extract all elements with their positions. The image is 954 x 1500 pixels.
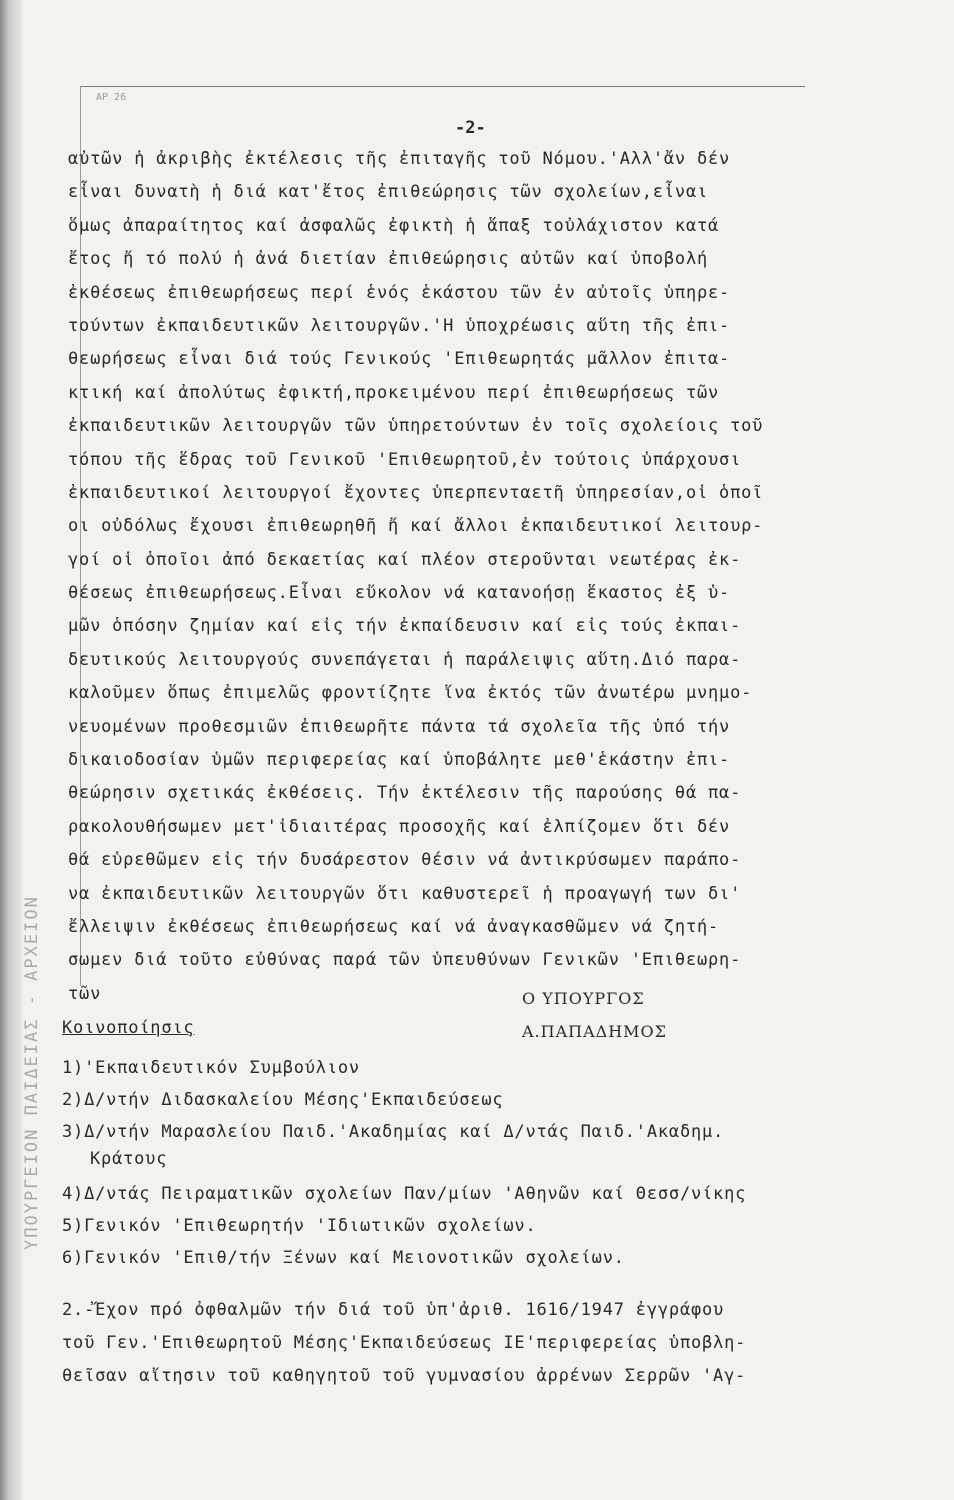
distribution-item [62, 1242, 902, 1274]
body-line: ἐκθέσεως ἐπιθεωρήσεως περί ἑνός ἑκάστου τῶν ἐν αὐτοῖς ὑπηρε- [68, 282, 731, 303]
body-line: να ἐκπαιδευτικῶν λειτουργῶν ὅτι καθυστερεῖ ἡ προαγωγή των δι' [68, 883, 742, 904]
body-line: ὅμως ἀπαραίτητος καί ἀσφαλῶς ἐφικτὴ ἡ ἅπαξ τοὐλάχιστον κατά [68, 215, 720, 236]
body-line: ρακολουθήσωμεν μετ'ἰδιαιτέρας προσοχῆς καί ἐλπίζομεν ὅτι δέν [68, 816, 731, 837]
body-line: γοί οἱ ὁποῖοι ἀπό δεκαετίας καί πλέον στεροῦνται νεωτέρας ἐκ- [68, 549, 742, 570]
page-number: -2- [455, 118, 486, 138]
distribution-item [62, 1052, 902, 1084]
distribution-item-text: 5)Γενικόν 'Επιθεωρητήν 'Ιδιωτικῶν σχολείων. [62, 1216, 537, 1236]
scan-edge [0, 0, 22, 1500]
distribution-item [62, 1210, 902, 1242]
body-line: εἶναι δυνατὴ ἡ διά κατ'ἔτος ἐπιθεώρησις τῶν σχολείων,εἶναι [68, 182, 709, 203]
body-line: ἐκπαιδευτικοί λειτουργοί ἔχοντες ὑπερπενταετῆ ὑπηρεσίαν,οἱ ὁποῖ [68, 482, 764, 503]
signature-name: Α.ΠΑΠΑΔΗΜΟΣ [522, 1022, 667, 1041]
body-line: τούντων ἐκπαιδευτικῶν λειτουργῶν.'Η ὑποχρέωσις αὕτη τῆς ἐπι- [68, 315, 731, 336]
body-line: οι οὐδόλως ἔχουσι ἐπιθεωρηθῆ ἤ καί ἄλλοι ἐκπαιδευτικοί λειτουρ- [68, 516, 764, 537]
body-line: θεωρήσεως εἶναι διά τούς Γενικούς 'Επιθεωρητάς μᾶλλον ἐπιτα- [68, 349, 731, 370]
letter-body [68, 143, 888, 1011]
distribution-item-text: 3)Δ/ντήν Μαρασλείου Παιδ.'Ακαδημίας καί Δ/ντάς Παιδ.'Ακαδημ. [62, 1122, 725, 1142]
signature-title: Ο ΥΠΟΥΡΓΟΣ [522, 989, 645, 1008]
archive-stamp: ΑΡ 26 [96, 92, 127, 103]
body-line: νευομένων προθεσμιῶν ἐπιθεωρῆτε πάντα τά σχολεῖα τῆς ὑπό τήν [68, 716, 731, 737]
body-line: θεώρησιν σχετικάς ἐκθέσεις. Τήν ἐκτέλεσιν τῆς παρούσης θά πα- [68, 783, 742, 804]
body-line: τόπου τῆς ἕδρας τοῦ Γενικοῦ 'Επιθεωρητοῦ,ἐν τούτοις ὑπάρχουσι [68, 449, 742, 470]
body-line: κτική καί ἀπολύτως ἐφικτή,προκειμένου περί ἐπιθεωρήσεως τῶν [68, 382, 720, 403]
body-line: ἔτος ἤ τό πολύ ἡ ἀνά διετίαν ἐπιθεώρησις αὐτῶν καί ὑποβολή [68, 249, 709, 270]
body-line: μῶν ὁπόσην ζημίαν καί εἰς τήν ἐκπαίδευσιν καί εἰς τούς ἐκπαι- [68, 616, 742, 637]
side-archive-text: ΥΠΟΥΡΓΕΙΟΝ ΠΑΙΔΕΙΑΣ - ΑΡΧΕΙΟΝ [22, 895, 42, 1250]
body-line: σωμεν διά τοῦτο εὐθύνας παρά τῶν ὑπευθύνων Γενικῶν 'Επιθεωρη- [68, 950, 742, 971]
distribution-item [62, 1084, 902, 1116]
distribution-item-continuation: Κράτους [90, 1149, 168, 1169]
distribution-item [62, 1116, 902, 1170]
top-rule [80, 86, 805, 87]
distribution-item-text: 6)Γενικόν 'Επιθ/τήν Ξένων καί Μειονοτικῶν σχολείων. [62, 1248, 625, 1268]
paragraph-2-line: 2.-Ἔχον πρό ὀφθαλμῶν τήν διά τοῦ ὑπ'ἀριθ. 1616/1947 ἐγγράφου [62, 1300, 725, 1320]
distribution-item-text: 4)Δ/ντάς Πειραματικῶν σχολείων Παν/μίων 'Αθηνῶν καί Θεσσ/νίκης [62, 1184, 747, 1204]
paragraph-2 [62, 1294, 902, 1393]
signature-block [522, 982, 667, 1048]
body-line: τῶν [68, 983, 102, 1004]
distribution-item [62, 1178, 902, 1210]
body-line: ἐκπαιδευτικῶν λειτουργῶν τῶν ὑπηρετούντων ἐν τοῖς σχολείοις τοῦ [68, 416, 764, 437]
body-line: θά εὑρεθῶμεν εἰς τήν δυσάρεστον θέσιν νά ἀντικρύσωμεν παράπο- [68, 850, 742, 871]
distribution-heading: Κοινοποίησις [62, 1018, 195, 1038]
body-line: καλοῦμεν ὅπως ἐπιμελῶς φροντίζητε ἵνα ἐκτός τῶν ἀνωτέρω μνημο- [68, 683, 753, 704]
body-line: αὐτῶν ἡ ἀκριβὴς ἐκτέλεσις τῆς ἐπιταγῆς τοῦ Νόμου.'Αλλ'ἄν δέν [68, 149, 731, 169]
paragraph-2-line: θεῖσαν αἴτησιν τοῦ καθηγητοῦ τοῦ γυμνασίου ἀρρένων Σερρῶν 'Αγ- [62, 1366, 747, 1386]
body-line: δευτικούς λειτουργούς συνεπάγεται ἡ παράλειψις αὕτη.Διό παρα- [68, 649, 742, 670]
body-line: θέσεως ἐπιθεωρήσεως.Εἶναι εὔκολον νά κατανοήσῃ ἕκαστος ἐξ ὑ- [68, 583, 731, 604]
distribution-item-text: 2)Δ/ντήν Διδασκαλείου Μέσης'Εκπαιδεύσεως [62, 1090, 504, 1110]
body-line: ἔλλειψιν ἐκθέσεως ἐπιθεωρήσεως καί νά ἀναγκασθῶμεν νά ζητή- [68, 916, 720, 937]
distribution-list [62, 1052, 902, 1274]
body-line: δικαιοδοσίαν ὑμῶν περιφερείας καί ὑποβάλητε μεθ'ἑκάστην ἐπι- [68, 750, 731, 771]
distribution-item-text: 1)'Εκπαιδευτικόν Συμβούλιον [62, 1058, 360, 1078]
paragraph-2-line: τοῦ Γεν.'Επιθεωρητοῦ Μέσης'Εκπαιδεύσεως ΙΕ'περιφερείας ὑποβλη- [62, 1333, 747, 1353]
